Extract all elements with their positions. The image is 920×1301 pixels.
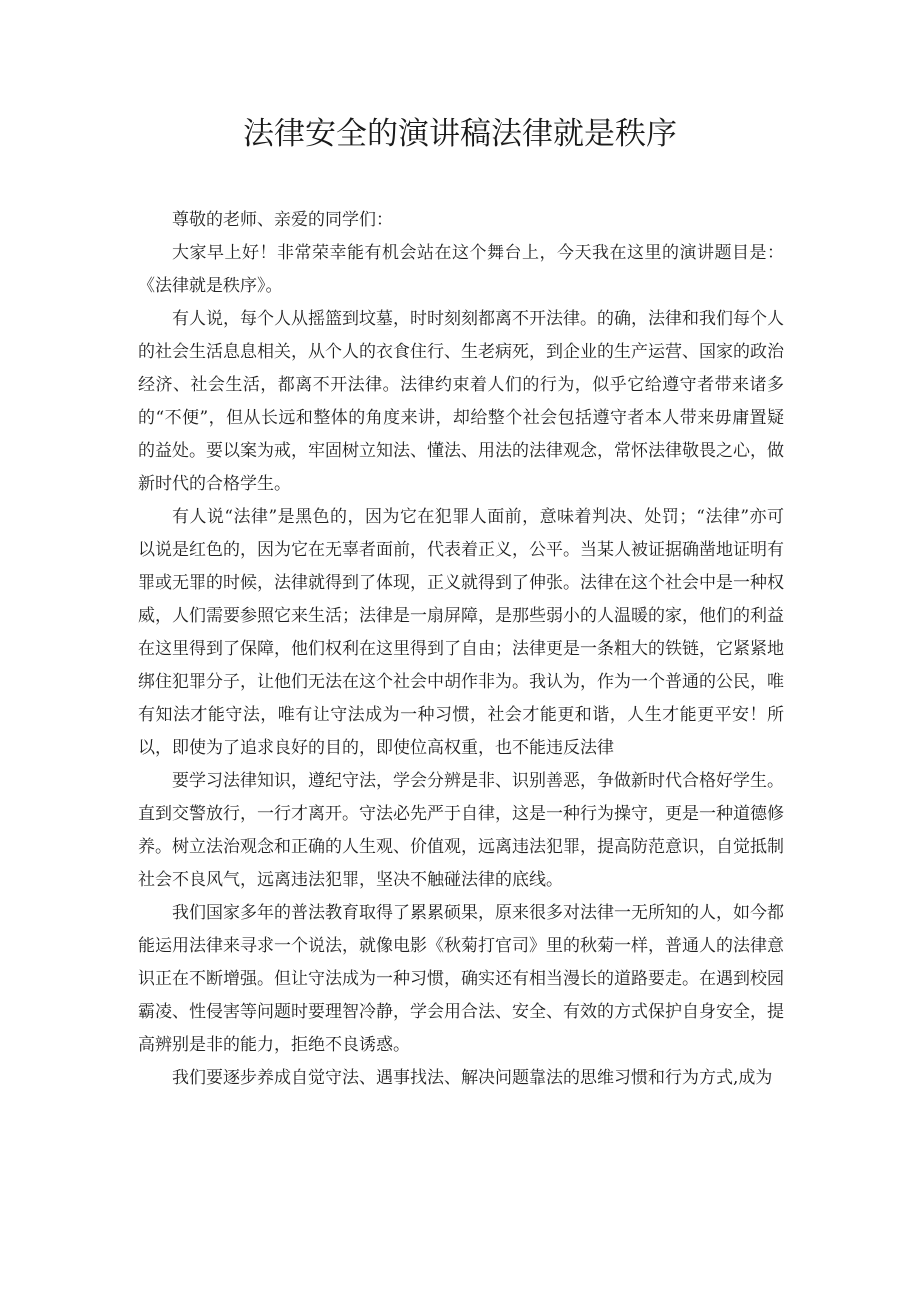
paragraph-greeting: 尊敬的老师、亲爱的同学们：	[172, 210, 393, 230]
paragraph-law-colors: 有人说“法律”是黑色的，因为它在犯罪人面前，意味着判决、处罚；“法律”亦可以说是红色的，因为它在无辜者面前，代表着正义，公平。当某人被证据确凿地证明有罪或无罪的时候，法律就得到了体现，正义就得到了伸张。法律在这个社会中是一种权威，人们需要参照它来生活；法律是一扇屏障，是那些弱小的人温暖的家，他们的利益在这里得到了保障，他们权利在这里得到了自由；法律更是一条粗大的铁链，它紧紧地绑住犯罪分子，让他们无法在这个社会中胡作非为。我认为，作为一个普通的公民，唯有知法才能守法，唯有让守法成为一种习惯，社会才能更和谐，人生才能更平安！所以，即使为了追求良好的目的，即使位高权重，也不能违反法律	[138, 507, 784, 758]
paragraph-habits: 我们要逐步养成自觉守法、遇事找法、解决问题靠法的思维习惯和行为方式,成为	[172, 1068, 773, 1088]
document-body	[138, 204, 784, 1095]
paragraph-opening: 大家早上好！非常荣幸能有机会站在这个舞台上，今天我在这里的演讲题目是：《法律就是秩序》。	[138, 243, 784, 296]
paragraph-learn-law: 要学习法律知识，遵纪守法，学会分辨是非、识别善恶，争做新时代合格好学生。直到交警放行，一行才离开。守法必先严于自律，这是一种行为操守，更是一种道德修养。树立法治观念和正确的人生观、价值观，远离违法犯罪，提高防范意识，自觉抵制社会不良风气，远离违法犯罪，坚决不触碰法律的底线。	[138, 771, 784, 890]
paragraph-law-in-life: 有人说，每个人从摇篮到坟墓，时时刻刻都离不开法律。的确，法律和我们每个人的社会生活息息相关，从个人的衣食住行、生老病死，到企业的生产运营、国家的政治经济、社会生活，都离不开法律。法律约束着人们的行为，似乎它给遵守者带来诸多的“不便”，但从长远和整体的角度来讲，却给整个社会包括遵守者本人带来毋庸置疑的益处。要以案为戒，牢固树立知法、懂法、用法的法律观念，常怀法律敬畏之心，做新时代的合格学生。	[138, 309, 784, 494]
paragraph-legal-education: 我们国家多年的普法教育取得了累累硕果，原来很多对法律一无所知的人，如今都能运用法律来寻求一个说法，就像电影《秋菊打官司》里的秋菊一样，普通人的法律意识正在不断增强。但让守法成为一种习惯，确实还有相当漫长的道路要走。在遇到校园霸凌、性侵害等问题时要理智冷静，学会用合法、安全、有效的方式保护自身安全，提高辨别是非的能力，拒绝不良诱惑。	[138, 903, 784, 1055]
document-title: 法律安全的演讲稿法律就是秩序	[243, 116, 677, 152]
